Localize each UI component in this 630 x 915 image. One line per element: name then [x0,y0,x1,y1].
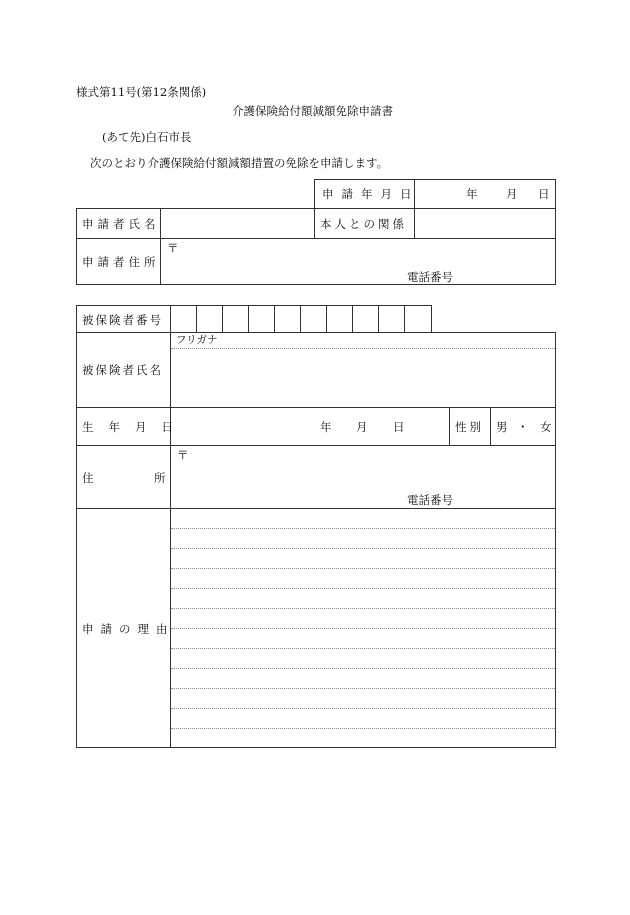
insured-number-label: 被保険者番号 [82,313,163,327]
date-year-unit: 年 [466,187,478,201]
address-label-part-1: 住 [82,471,94,485]
insured-number-digit[interactable] [327,306,352,332]
relation-field[interactable] [415,209,555,238]
sex-option-separator: ・ [517,420,529,434]
application-date-label [322,187,420,201]
address-label-part-2: 所 [154,471,166,485]
birth-month-unit: 月 [356,420,368,434]
insured-number-digit[interactable] [223,306,248,332]
postal-mark: 〒 [167,241,179,255]
form-number: 様式第11号(第12条関係) [76,85,207,99]
insured-postal-mark: 〒 [177,448,189,462]
furigana-label: フリガナ [176,334,218,346]
reason-label: 申請の理由 [82,622,175,636]
insured-address-field[interactable] [171,446,555,508]
insured-number-digit[interactable] [275,306,300,332]
insured-phone-label: 電話番号 [407,493,453,507]
date-month-unit: 月 [506,187,518,201]
date-day-unit: 日 [538,187,550,201]
insured-number-digit[interactable] [353,306,378,332]
applicant-address-field[interactable] [161,239,555,284]
birth-date-label [82,420,188,434]
application-date-field[interactable] [414,180,555,208]
insured-number-digit[interactable] [301,306,326,332]
sex-label: 性別 [455,420,484,434]
applicant-name-field[interactable] [161,209,314,238]
applicant-address-label: 申請者住所 [82,255,160,269]
birth-day-unit: 日 [393,420,405,434]
insured-number-digit[interactable] [249,306,274,332]
insured-number-digit[interactable] [379,306,404,332]
relation-label: 本人との関係 [320,217,407,231]
furigana-field[interactable] [171,333,555,348]
applicant-name-label: 申請者氏名 [82,217,160,231]
insured-name-label: 被保険者氏名 [82,363,163,377]
birth-year-unit: 年 [320,420,332,434]
sex-option-female[interactable]: 女 [540,420,552,434]
application-date-label-text: 申請年月日 [322,187,420,201]
intro-text: 次のとおり介護保険給付額減額措置の免除を申請します。 [90,156,389,170]
phone-label: 電話番号 [407,270,453,284]
insured-number-digit[interactable] [171,306,196,332]
insured-number-digit[interactable] [405,306,431,332]
insured-number-digit[interactable] [197,306,222,332]
insured-name-field[interactable] [171,349,555,407]
sex-option-male[interactable]: 男 [496,420,508,434]
birth-date-field[interactable] [171,408,449,445]
form-title: 介護保険給付額減額免除申請書 [232,104,393,118]
addressee: (あて先)白石市長 [102,130,192,144]
birth-date-label-text: 生年月日 [82,420,188,434]
